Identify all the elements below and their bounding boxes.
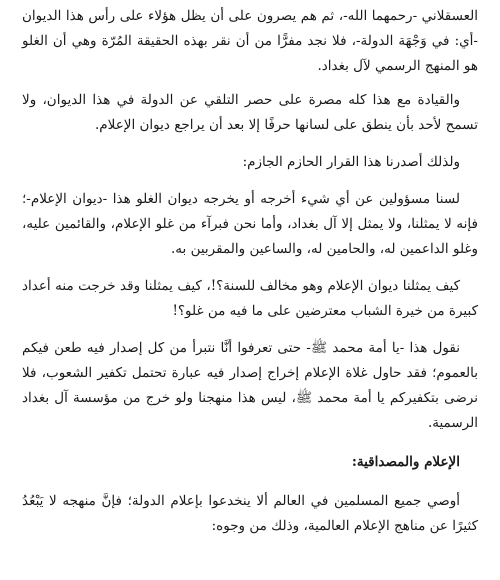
paragraph-2: والقيادة مع هذا كله مصرة على حصر التلقي عن الدولة في هذا الديوان، ولا تسمح لأحد بأن ينطق على لسانها حرفًا إلا بعد أن يراجع ديوان الإعلام. xyxy=(22,92,478,133)
section-heading: الإعلام والمصداقية: xyxy=(351,454,460,470)
paragraph-1: العسقلاني -رحمهما الله-، ثم هم يصرون على أن يظل هؤلاء على رأس هذا الديوان -أي: في وَجْهَة الدولة-، فلا نجد مفرًّا من أن نقر بهذه الحقيقة المُرّة وهي أن الغلو هو المنهج الرسمي لآل بغداد. xyxy=(22,8,478,74)
paragraph-7: أوصي جميع المسلمين في العالم ألا ينخدعوا بإعلام الدولة؛ فإنَّ منهجه لا يَبْعُدُ كثيرًا عن مناهج الإعلام العالمية، وذلك من وجوه: xyxy=(22,492,478,534)
paragraph-5: كيف يمثلنا ديوان الإعلام وهو مخالف للسنة؟!، كيف يمثلنا وقد خرجت منه أعداد كبيرة من خيرة الشباب معترضين على ما فيه من غلو؟! xyxy=(22,278,478,319)
paragraph-3: ولذلك أصدرنا هذا القرار الحازم الجازم: xyxy=(242,154,460,170)
paragraph-4: لسنا مسؤولين عن أي شيء أخرجه أو يخرجه ديوان الغلو هذا -ديوان الإعلام-؛ فإنه لا يمثلنا، ولا يمثل إلا آل بغداد، وأما نحن فبرآء من غلو الإعلام، والقائمين عليه، وغلو الداعمين له، والحامين له، والساعين والمقربين به. xyxy=(22,191,478,257)
paragraph-6: نقول هذا -يا أمة محمد ﷺ- حتى تعرفوا أنَّا نتبرأ من كل إصدار فيه طعن فيكم بالعموم؛ فقد حاول غلاة الإعلام إخراج إصدار فيه عبارة تحتمل تكفير الشعوب، فلا نرضى بتكفيركم يا أمة محمد ﷺ، ليس هذا منهجنا ولو خرج من مؤسسة آل بغداد الرسمية. xyxy=(22,340,478,431)
